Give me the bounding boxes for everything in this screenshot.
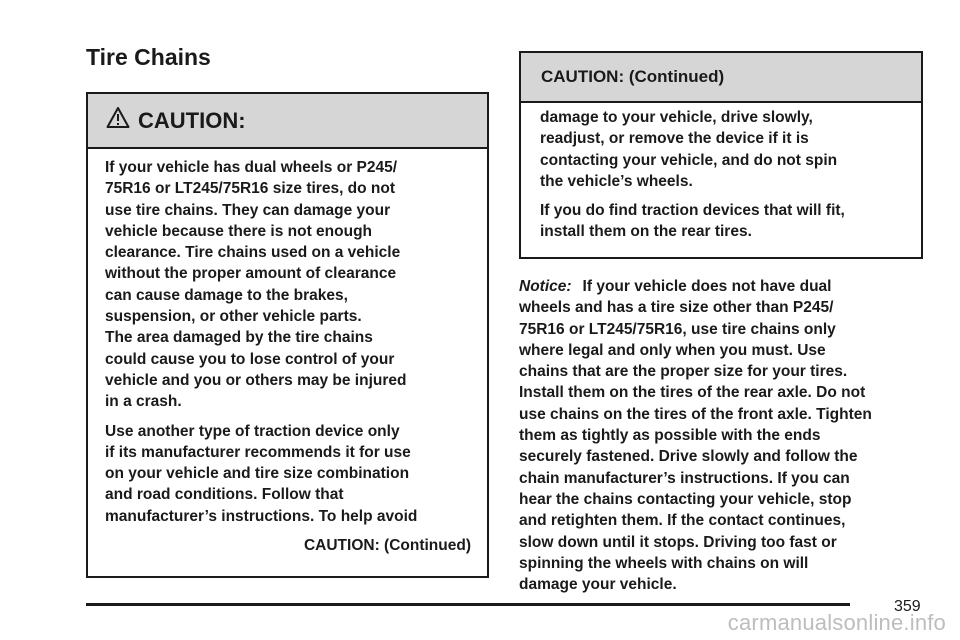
caution-continued-header (521, 53, 921, 103)
caution-continued-body (521, 103, 921, 243)
notice-text: If your vehicle does not have dual wheels and has a tire size other than P245/ 75R16 or LT245/75R16, use tire chains only where legal and only when you must. Use chains that are the proper size for your tires. Install them on the tires of the rear axle. Do not use chains on the tires of the front axle. Tighten them as tightly as possible with the ends securely fastened. Drive slowly and follow the chain manufacturer’s instructions. If you can hear the chains contacting your vehicle, stop and retighten them. If the contact continues, slow down until it stops. Driving too fast or spinning the wheels with chains on will damage your vehicle. (519, 278, 872, 594)
caution-paragraph: If your vehicle has dual wheels or P245/ 75R16 or LT245/75R16 size tires, do not use tire chains. They can damage your vehicle because there is not enough clearance. Tire chains used on a vehicle without the proper amount of clearance can cause damage to the brakes, suspension, or other vehicle parts. The area damaged by the tire chains could cause you to lose control of your vehicle and you or others may be injured in a crash. (105, 159, 407, 411)
page-number: 359 (894, 598, 921, 615)
caution-continued-header-label: CAUTION: (Continued) (541, 67, 725, 86)
caution-paragraph: If you do find traction devices that will fit, install them on the rear tires. (540, 202, 845, 241)
warning-triangle-icon (106, 106, 130, 130)
notice-paragraph (519, 276, 929, 595)
caution-header (88, 94, 487, 149)
caution-body (88, 149, 487, 556)
caution-header-label: CAUTION: (138, 107, 246, 133)
caution-paragraph: Use another type of traction device only if its manufacturer recommends it for use on your vehicle and tire size combination and road conditions. Follow that manufacturer’s instructions. To help avoid (105, 422, 418, 525)
caution-continued-footer: CAUTION: (Continued) (303, 537, 471, 555)
notice-label: Notice: (519, 278, 572, 295)
caution-continued-box (519, 51, 923, 259)
caution-paragraph: damage to your vehicle, drive slowly, readjust, or remove the device if it is contacting your vehicle, and do not spin the vehicle’s wheels. (540, 109, 838, 190)
caution-box (86, 92, 489, 578)
section-title: Tire Chains (86, 44, 211, 70)
footer-rule (86, 603, 850, 606)
watermark: carmanualsonline.info (727, 610, 946, 635)
